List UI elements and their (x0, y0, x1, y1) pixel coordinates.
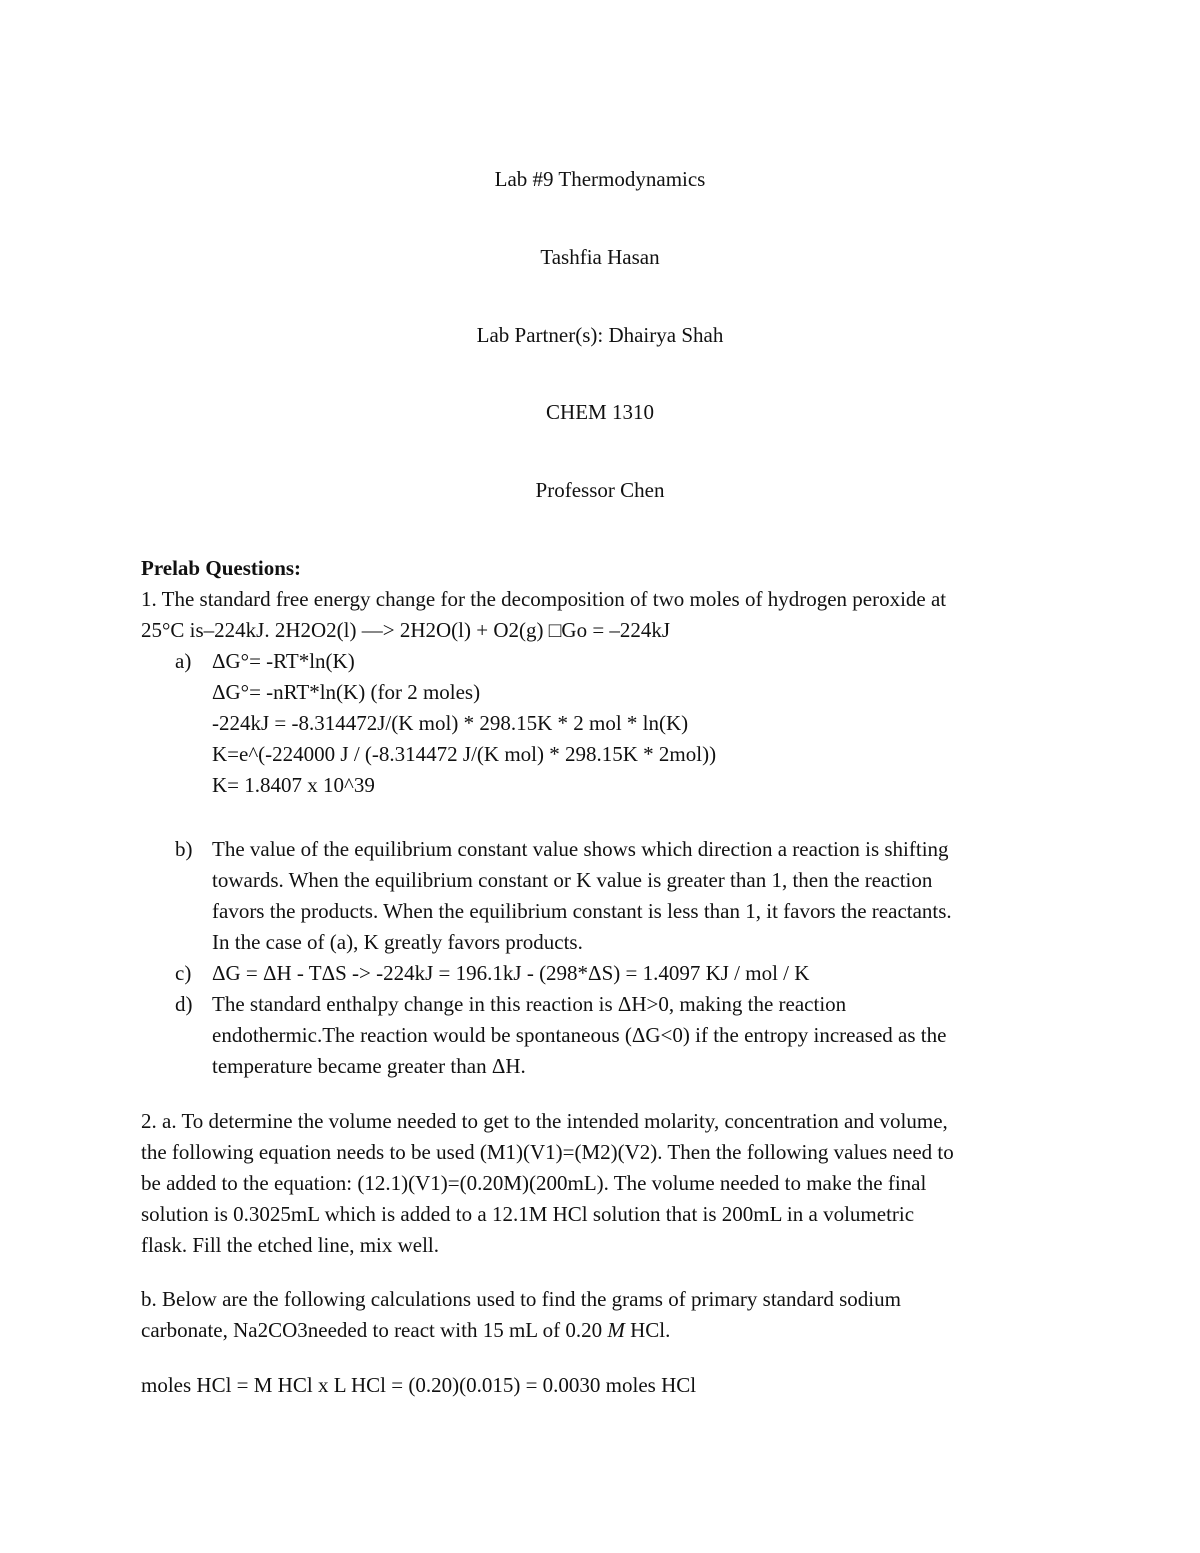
document-title: Lab #9 Thermodynamics (494, 167, 706, 191)
q1-d-line: temperature became greater than ΔH. (212, 1054, 526, 1078)
q1-b-line: The value of the equilibrium constant value shows which direction a reaction is shifting (212, 837, 949, 861)
q2a-line: the following equation needs to be used (M1)(V1)=(M2)(V2). Then the following values need to (141, 1140, 954, 1164)
q1-d-line: The standard enthalpy change in this reaction is ΔH>0, making the reaction (212, 992, 847, 1016)
q2b-line-2-text: carbonate, Na2CO3needed to react with 15 mL of 0.20 (141, 1318, 608, 1342)
q2a-line: be added to the equation: (12.1)(V1)=(0.20M)(200mL). The volume needed to make the final (141, 1171, 927, 1195)
q1-d-line: endothermic.The reaction would be spontaneous (ΔG<0) if the entropy increased as the (212, 1023, 947, 1047)
q2a-line: solution is 0.3025mL which is added to a 12.1M HCl solution that is 200mL in a volumetric (141, 1202, 915, 1226)
q1-b-line: favors the products. When the equilibrium constant is less than 1, it favors the reactants. (212, 899, 952, 923)
q2a-line: 2. a. To determine the volume needed to get to the intended molarity, concentration and volume, (141, 1109, 948, 1133)
q1-a-line: ΔG°= -RT*ln(K) (212, 649, 355, 673)
q2a-line: flask. Fill the etched line, mix well. (141, 1233, 440, 1257)
q1-a-marker: a) (175, 649, 192, 673)
q1-d-marker: d) (175, 992, 193, 1016)
q2b-line-2 (141, 1315, 670, 1346)
molarity-symbol: M (607, 1318, 625, 1342)
q1-line-1: 1. The standard free energy change for the decomposition of two moles of hydrogen peroxide at (141, 587, 947, 611)
q2b-line-1: b. Below are the following calculations used to find the grams of primary standard sodium (141, 1287, 901, 1311)
prelab-heading: Prelab Questions: (141, 556, 302, 580)
author-name: Tashfia Hasan (540, 245, 660, 269)
professor-name: Professor Chen (535, 478, 665, 502)
q2b-line-2-end: HCl. (624, 1318, 671, 1342)
q1-c-line: ΔG = ΔH - TΔS -> -224kJ = 196.1kJ - (298*ΔS) = 1.4097 KJ / mol / K (212, 961, 810, 985)
course-code: CHEM 1310 (546, 400, 654, 424)
q1-b-line: In the case of (a), K greatly favors products. (212, 930, 583, 954)
q1-b-line: towards. When the equilibrium constant or K value is greater than 1, then the reaction (212, 868, 933, 892)
q1-a-line: -224kJ = -8.314472J/(K mol) * 298.15K * 2 mol * ln(K) (212, 711, 689, 735)
q1-a-line: K= 1.8407 x 10^39 (212, 773, 375, 797)
q1-line-2: 25°C is–224kJ. 2H2O2(l) —> 2H2O(l) + O2(g) □Go = –224kJ (141, 618, 671, 642)
q1-a-line: K=e^(-224000 J / (-8.314472 J/(K mol) * 298.15K * 2mol)) (212, 742, 717, 766)
q1-c-marker: c) (175, 961, 192, 985)
moles-calculation: moles HCl = M HCl x L HCl = (0.20)(0.015) = 0.0030 moles HCl (141, 1373, 697, 1397)
q1-a-line: ΔG°= -nRT*ln(K) (for 2 moles) (212, 680, 481, 704)
q1-b-marker: b) (175, 837, 193, 861)
lab-partners: Lab Partner(s): Dhairya Shah (476, 323, 724, 347)
